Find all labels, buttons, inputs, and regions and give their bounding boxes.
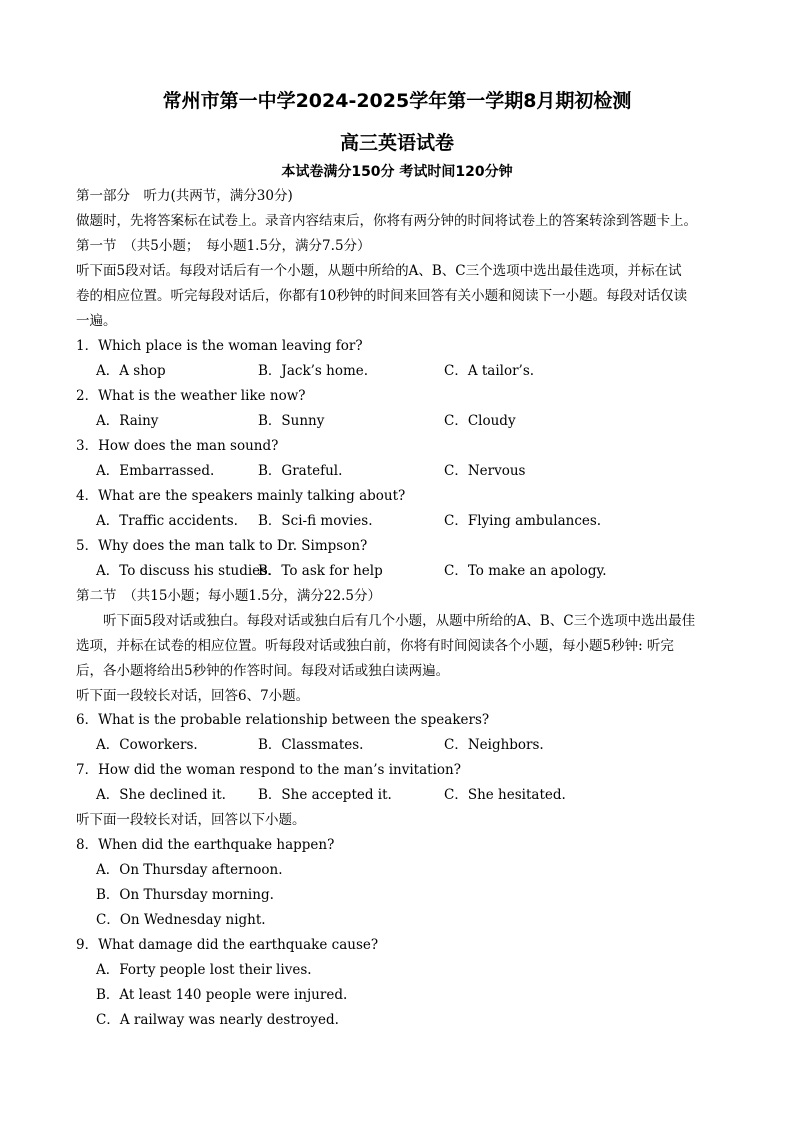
option-b: B．To ask for help — [258, 563, 383, 579]
question-text: 3．How does the man sound? — [76, 438, 279, 454]
option-c: C．Flying ambulances. — [444, 513, 602, 529]
section2-heading: 第二节 （共15小题；每小题1.5分，满分22.5分） — [76, 588, 381, 604]
option-a: A．She declined it. — [96, 787, 226, 803]
exam-subtitle: 高三英语试卷 — [339, 132, 454, 154]
option-c: C．Cloudy — [444, 413, 516, 429]
question-text: 5．Why does the man talk to Dr. Simpson? — [76, 538, 368, 554]
option-a: A．On Thursday afternoon. — [96, 862, 283, 878]
option-c: C．Neighbors. — [444, 737, 544, 753]
exam-title: 常州市第一中学2024-2025学年第一学期8月期初检测 — [162, 90, 632, 112]
dialog-intro: 听下面一段较长对话，回答6、7小题。 — [76, 688, 310, 704]
option-a: A．To discuss his studies. — [96, 563, 272, 579]
option-a: A．Forty people lost their lives. — [96, 962, 312, 978]
option-b: B．She accepted it. — [258, 787, 392, 803]
option-a: A．Embarrassed. — [96, 463, 215, 479]
option-c: C．She hesitated. — [444, 787, 566, 803]
section2-instruction-line: 选项，并标在试卷的相应位置。听每段对话或独白前，你将有时间阅读各个小题，每小题5秒钟: 听完 — [76, 638, 674, 654]
question-text: 6．What is the probable relationship between the speakers? — [76, 712, 490, 728]
option-c: C．A railway was nearly destroyed. — [96, 1012, 339, 1028]
exam-info: 本试卷满分150分 考试时间120分钟 — [281, 164, 513, 180]
section1-instruction-line: 听下面5段对话。每段对话后有一个小题，从题中所给的A、B、C三个选项中选出最佳选项，并标在试 — [76, 263, 682, 279]
option-c: C．A tailor’s. — [444, 363, 535, 379]
section1-instruction-line: 卷的相应位置。听完每段对话后，你都有10秒钟的时间来回答有关小题和阅读下一小题。每段对话仅读 — [76, 288, 688, 304]
option-b: B．On Thursday morning. — [96, 887, 274, 903]
part1-heading: 第一部分 听力(共两节，满分30分) — [76, 188, 293, 204]
question-text: 2．What is the weather like now? — [76, 388, 306, 404]
option-a: A．A shop — [96, 363, 166, 379]
section1-heading: 第一节 （共5小题； 每小题1.5分，满分7.5分） — [76, 238, 371, 254]
option-b: B．Sunny — [258, 413, 325, 429]
option-a: A．Coworkers. — [96, 737, 198, 753]
option-b: B．Classmates. — [258, 737, 364, 753]
question-text: 1．Which place is the woman leaving for? — [76, 338, 363, 354]
question-text: 7．How did the woman respond to the man’s invitation? — [76, 762, 461, 778]
option-c: C．On Wednesday night. — [96, 912, 266, 928]
option-a: A．Rainy — [96, 413, 159, 429]
question-text: 8．When did the earthquake happen? — [76, 837, 335, 853]
question-text: 4．What are the speakers mainly talking about? — [76, 488, 406, 504]
option-c: C．Nervous — [444, 463, 526, 479]
dialog-intro: 听下面一段较长对话，回答以下小题。 — [76, 812, 306, 828]
option-b: B．Sci-fi movies. — [258, 513, 373, 529]
option-a: A．Traffic accidents. — [96, 513, 238, 529]
option-c: C．To make an apology. — [444, 563, 607, 579]
option-b: B．Jack’s home. — [258, 363, 369, 379]
question-text: 9．What damage did the earthquake cause? — [76, 937, 379, 953]
section1-instruction-line: 一遍。 — [76, 313, 117, 329]
section2-instruction-line: 听下面5段对话或独白。每段对话或独白后有几个小题，从题中所给的A、B、C三个选项中选出最佳 — [76, 613, 696, 629]
part1-instruction: 做题时，先将答案标在试卷上。录音内容结束后，你将有两分钟的时间将试卷上的答案转涂到答题卡上。 — [76, 213, 697, 229]
section2-instruction-line: 后，各小题将给出5秒钟的作答时间。每段对话或独白读两遍。 — [76, 663, 450, 679]
option-b: B．Grateful. — [258, 463, 343, 479]
option-b: B．At least 140 people were injured. — [96, 987, 348, 1003]
